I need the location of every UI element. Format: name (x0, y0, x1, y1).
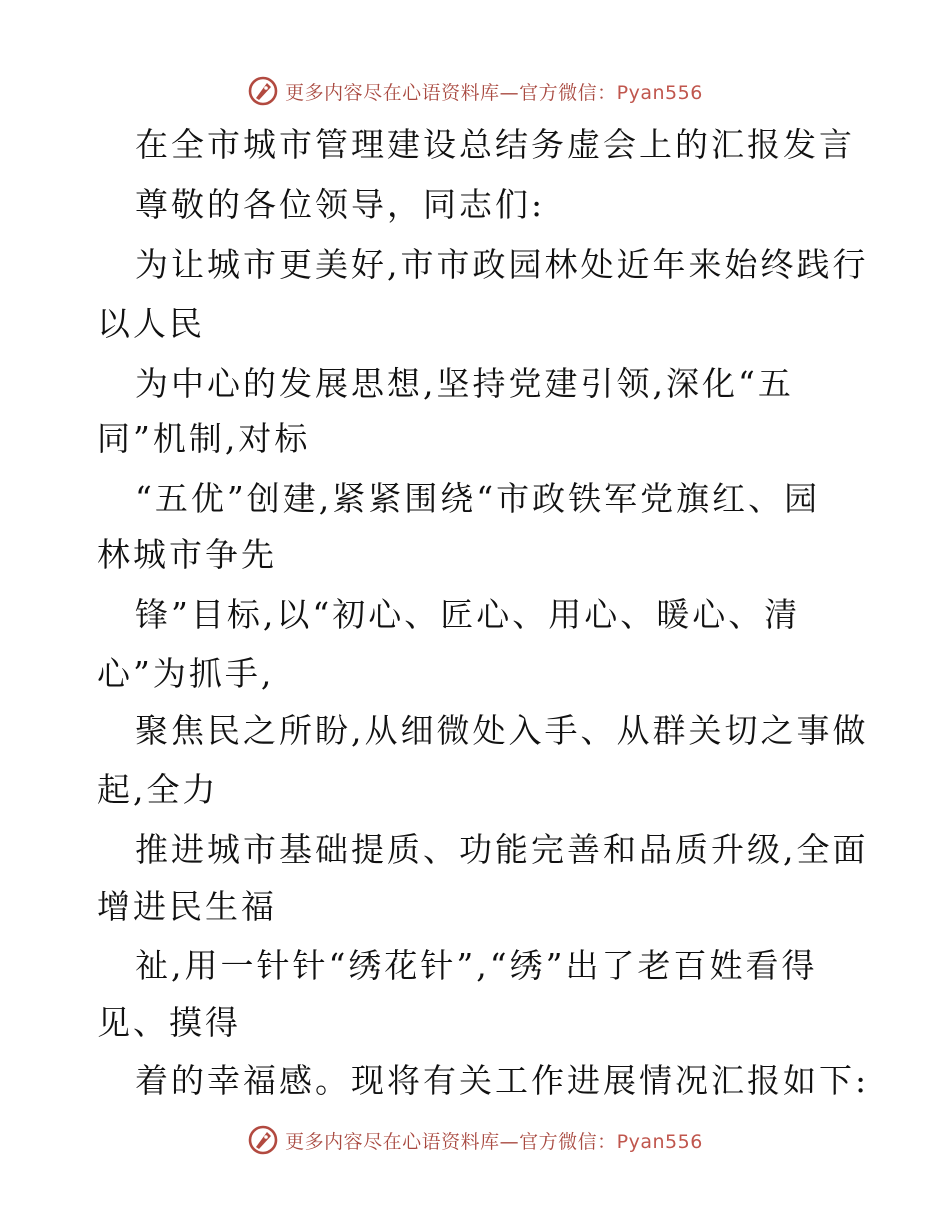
watermark-wechat-id: Pyan556 (616, 81, 703, 104)
text-line: 林城市争先 (97, 535, 277, 574)
text-line: 增进民生福 (97, 887, 277, 926)
watermark-footer (0, 1120, 950, 1160)
text-line: 聚焦民之所盼,从细微处入手、从群关切之事做 (135, 711, 869, 750)
pen-nib-circle-icon (247, 1124, 279, 1156)
text-line: 同”机制,对标 (97, 419, 311, 458)
watermark-wechat-id: Pyan556 (616, 1130, 703, 1153)
text-line: 推进城市基础提质、功能完善和品质升级,全面 (135, 830, 869, 869)
text-line: 祉,用一针针“绣花针”,“绣”出了老百姓看得 (135, 946, 818, 985)
text-line: 起,全力 (97, 770, 219, 809)
text-line: “五优”创建,紧紧围绕“市政铁军党旗红、园 (135, 479, 821, 518)
text-line: 为让城市更美好,市市政园林处近年来始终践行 (135, 245, 869, 284)
text-line: 心”为抓手, (97, 654, 275, 693)
text-line: 锋”目标,以“初心、匠心、用心、暖心、清 (135, 595, 801, 634)
pen-nib-circle-icon (247, 75, 279, 107)
text-line: 尊敬的各位领导，同志们: (135, 185, 546, 224)
document-title: 在全市城市管理建设总结务虚会上的汇报发言 (135, 125, 855, 164)
watermark-header (0, 71, 950, 111)
watermark-text: 更多内容尽在心语资料库—官方微信：Pyan556 (285, 81, 703, 104)
watermark-text: 更多内容尽在心语资料库—官方微信：Pyan556 (285, 1130, 703, 1153)
text-line: 为中心的发展思想,坚持党建引领,深化“五 (135, 364, 794, 403)
text-line: 见、摸得 (97, 1003, 241, 1042)
text-line: 着的幸福感。现将有关工作进展情况汇报如下: (135, 1061, 870, 1100)
text-line: 以人民 (97, 304, 205, 343)
